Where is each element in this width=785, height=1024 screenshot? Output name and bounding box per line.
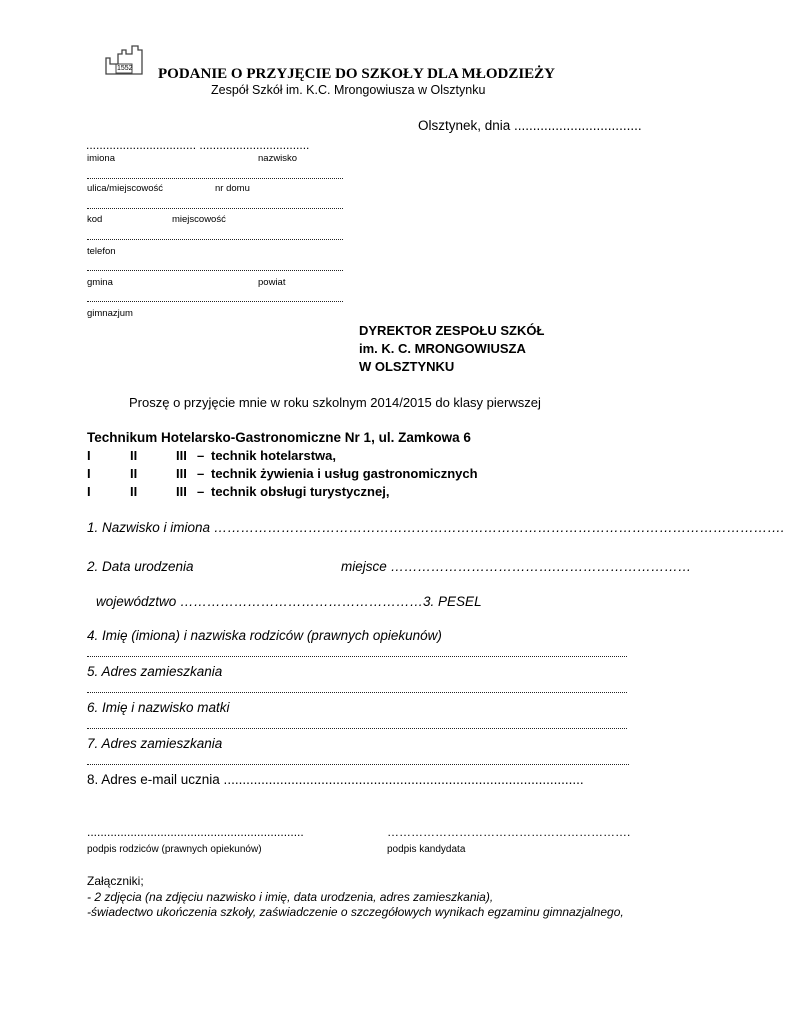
label-kod: kod <box>87 214 103 225</box>
label-nr-domu: nr domu <box>215 183 250 194</box>
label-gimnazjum: gimnazjum <box>87 308 133 319</box>
option-label: technik obsługi turystycznej, <box>211 484 390 499</box>
option-label: technik żywienia i usług gastronomicznych <box>211 466 478 481</box>
option-ii: II <box>130 466 138 481</box>
mother-line <box>87 728 627 729</box>
attachment-item: - 2 zdjęcia (na zdjęciu nazwisko i imię, data urodzenia, adres zamieszkania), <box>87 890 494 904</box>
parents-line <box>87 656 627 657</box>
option-ii: II <box>130 484 138 499</box>
addressee-line1: DYREKTOR ZESPOŁU SZKÓŁ <box>359 323 545 338</box>
label-nazwisko: nazwisko <box>258 153 298 164</box>
attachments-title: Załączniki; <box>87 874 144 888</box>
label-miejscowosc: miejscowość <box>172 214 226 225</box>
address-1-line <box>87 692 627 693</box>
school-name: Technikum Hotelarsko-Gastronomiczne Nr 1, ul. Zamkowa 6 <box>87 430 471 445</box>
field-province-pesel: województwo ………………………………………………3. PESEL <box>96 594 482 609</box>
field-address-2: 7. Adres zamieszkania <box>87 736 223 751</box>
label-gmina: gmina <box>87 277 113 288</box>
field-mother-name: 6. Imię i nazwisko matki <box>87 700 230 715</box>
addressee-line2: im. K. C. MRONGOWIUSZA <box>359 341 526 356</box>
field-parents-names: 4. Imię (imiona) i nazwiska rodziców (prawnych opiekunów) <box>87 628 442 643</box>
addressee-line3: W OLSZTYNKU <box>359 359 455 374</box>
place-date: Olsztynek, dnia .................................. <box>418 118 642 133</box>
address-line <box>87 178 343 179</box>
option-label: technik hotelarstwa, <box>211 448 336 463</box>
field-birth-date: 2. Data urodzenia <box>87 559 194 574</box>
label-imiona: imiona <box>87 153 115 164</box>
address-2-line <box>87 764 629 765</box>
phone-line <box>87 239 343 240</box>
field-surname-names: 1. Nazwisko i imiona ………………………………………………………………………………………………………………. <box>87 520 785 535</box>
option-ii: II <box>130 448 138 463</box>
page-title: PODANIE O PRZYJĘCIE DO SZKOŁY DLA MŁODZIEŻY <box>158 66 556 82</box>
attachment-item: -świadectwo ukończenia szkoły, zaświadczenie o szczegółowych wynikach egzaminu gimnazjalnego, <box>87 905 624 919</box>
option-i: I <box>87 484 91 499</box>
candidate-signature-label: podpis kandydata <box>387 844 466 855</box>
school-line <box>87 301 343 302</box>
label-ulica: ulica/miejscowość <box>87 183 164 194</box>
candidate-signature-dots: ……………………………………………………. <box>387 825 631 839</box>
postal-line <box>87 208 343 209</box>
logo-year: 1552 <box>117 65 133 72</box>
request-text: Proszę o przyjęcie mnie w roku szkolnym 2014/2015 do klasy pierwszej <box>129 395 541 410</box>
option-dash: – <box>197 466 205 481</box>
field-birth-place: miejsce ……………………………….………………………… <box>341 559 692 574</box>
option-dash: – <box>197 484 205 499</box>
parents-signature-dots: ................................................................. <box>87 825 304 839</box>
field-address-1: 5. Adres zamieszkania <box>87 664 223 679</box>
option-iii: III <box>176 484 187 499</box>
parents-signature-label: podpis rodziców (prawnych opiekunów) <box>87 844 262 855</box>
option-i: I <box>87 466 91 481</box>
label-powiat: powiat <box>258 277 286 288</box>
page-subtitle: Zespół Szkół im. K.C. Mrongowiusza w Olsztynku <box>211 83 486 97</box>
names-dots: ................................. ................................. <box>86 138 310 152</box>
option-iii: III <box>176 448 187 463</box>
option-i: I <box>87 448 91 463</box>
field-email: 8. Adres e-mail ucznia ................................................................................................ <box>87 772 584 787</box>
option-dash: – <box>197 448 205 463</box>
label-telefon: telefon <box>87 246 116 257</box>
commune-line <box>87 270 343 271</box>
option-iii: III <box>176 466 187 481</box>
